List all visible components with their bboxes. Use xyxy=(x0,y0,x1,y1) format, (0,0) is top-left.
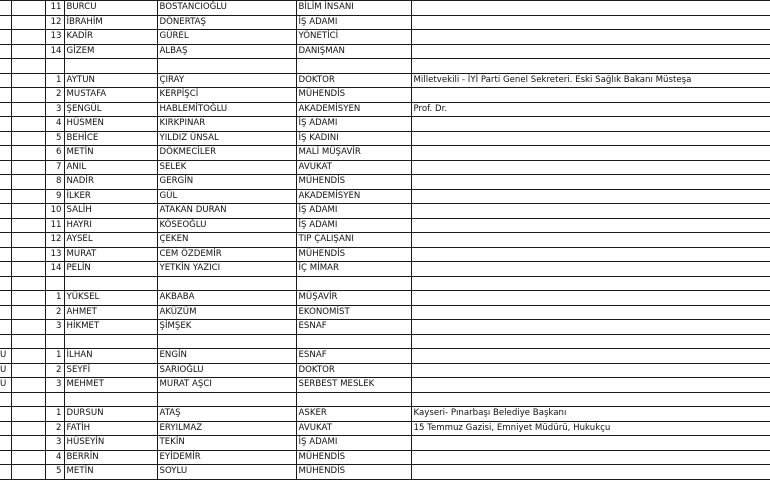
table-row xyxy=(0,378,770,393)
note-cell xyxy=(411,276,770,291)
profession-cell xyxy=(296,334,411,349)
profession-cell: TIP ÇALIŞANI xyxy=(296,233,411,248)
table-row xyxy=(0,102,770,117)
row-number-cell: 2 xyxy=(45,421,64,436)
table-row xyxy=(0,73,770,88)
column-a-cell xyxy=(0,44,11,59)
first-name-cell: ŞENGÜL xyxy=(64,102,157,117)
last-name-cell: GÜL xyxy=(157,189,296,204)
table-row xyxy=(0,44,770,59)
last-name-cell: ENGİN xyxy=(157,349,296,364)
spacer-cell xyxy=(11,421,45,436)
spacer-cell xyxy=(11,102,45,117)
column-a-cell xyxy=(0,305,11,320)
profession-cell: SERBEST MESLEK xyxy=(296,378,411,393)
table-row xyxy=(0,320,770,335)
note-cell xyxy=(411,204,770,219)
spacer-cell xyxy=(11,363,45,378)
column-a-cell xyxy=(0,262,11,277)
table-row xyxy=(0,465,770,480)
last-name-cell xyxy=(157,59,296,74)
spacer-cell xyxy=(11,73,45,88)
first-name-cell: HİKMET xyxy=(64,320,157,335)
last-name-cell: GERGİN xyxy=(157,175,296,190)
table-row xyxy=(0,334,770,349)
column-a-cell xyxy=(0,160,11,175)
first-name-cell: HAYRI xyxy=(64,218,157,233)
profession-cell: ASKER xyxy=(296,407,411,422)
table-row xyxy=(0,30,770,45)
table-row xyxy=(0,436,770,451)
spacer-cell xyxy=(11,392,45,407)
column-a-cell xyxy=(0,1,11,16)
profession-cell: EKONOMİST xyxy=(296,305,411,320)
first-name-cell: NADİR xyxy=(64,175,157,190)
row-number-cell: 12 xyxy=(45,15,64,30)
column-a-cell xyxy=(0,102,11,117)
column-a-cell xyxy=(0,276,11,291)
last-name-cell: SELEK xyxy=(157,160,296,175)
first-name-cell: KADİR xyxy=(64,30,157,45)
first-name-cell: MEHMET xyxy=(64,378,157,393)
last-name-cell: HABLEMİTOĞLU xyxy=(157,102,296,117)
spacer-cell xyxy=(11,436,45,451)
profession-cell: İŞ ADAMI xyxy=(296,15,411,30)
note-cell xyxy=(411,349,770,364)
spacer-cell xyxy=(11,233,45,248)
spacer-cell xyxy=(11,131,45,146)
last-name-cell: ŞİMŞEK xyxy=(157,320,296,335)
spacer-cell xyxy=(11,262,45,277)
profession-cell xyxy=(296,392,411,407)
first-name-cell xyxy=(64,276,157,291)
spacer-cell xyxy=(11,291,45,306)
first-name-cell: BERRİN xyxy=(64,450,157,465)
spacer-cell xyxy=(11,247,45,262)
table-row xyxy=(0,247,770,262)
last-name-cell: ALBAŞ xyxy=(157,44,296,59)
first-name-cell: BURCU xyxy=(64,1,157,16)
profession-cell: DOKTOR xyxy=(296,73,411,88)
row-number-cell: 11 xyxy=(45,218,64,233)
table-row xyxy=(0,291,770,306)
profession-cell: İÇ MİMAR xyxy=(296,262,411,277)
row-number-cell: 13 xyxy=(45,247,64,262)
row-number-cell: 1 xyxy=(45,73,64,88)
row-number-cell: 5 xyxy=(45,131,64,146)
column-a-cell xyxy=(0,189,11,204)
table-row xyxy=(0,175,770,190)
column-a-cell xyxy=(0,392,11,407)
last-name-cell: EYİDEMİR xyxy=(157,450,296,465)
row-number-cell: 10 xyxy=(45,204,64,219)
last-name-cell: DÖNERTAŞ xyxy=(157,15,296,30)
profession-cell: AKADEMİSYEN xyxy=(296,102,411,117)
column-a-cell: U xyxy=(0,378,11,393)
profession-cell: AVUKAT xyxy=(296,421,411,436)
spacer-cell xyxy=(11,44,45,59)
spacer-cell xyxy=(11,146,45,161)
row-number-cell: 3 xyxy=(45,378,64,393)
row-number-cell: 3 xyxy=(45,320,64,335)
row-number-cell: 14 xyxy=(45,44,64,59)
column-a-cell xyxy=(0,247,11,262)
row-number-cell: 14 xyxy=(45,262,64,277)
profession-cell: İŞ ADAMI xyxy=(296,218,411,233)
column-a-cell xyxy=(0,146,11,161)
column-a-cell: U xyxy=(0,349,11,364)
note-cell xyxy=(411,30,770,45)
spacer-cell xyxy=(11,450,45,465)
spacer-cell xyxy=(11,218,45,233)
table-row xyxy=(0,204,770,219)
first-name-cell: ANIL xyxy=(64,160,157,175)
note-cell xyxy=(411,59,770,74)
first-name-cell: BEHİCE xyxy=(64,131,157,146)
spacer-cell xyxy=(11,15,45,30)
table-row xyxy=(0,262,770,277)
row-number-cell: 5 xyxy=(45,465,64,480)
first-name-cell xyxy=(64,392,157,407)
last-name-cell: ERYILMAZ xyxy=(157,421,296,436)
column-a-cell xyxy=(0,407,11,422)
first-name-cell xyxy=(64,59,157,74)
column-a-cell xyxy=(0,450,11,465)
row-number-cell: 7 xyxy=(45,160,64,175)
column-a-cell xyxy=(0,291,11,306)
table-row xyxy=(0,233,770,248)
profession-cell: ESNAF xyxy=(296,320,411,335)
note-cell xyxy=(411,1,770,16)
note-cell xyxy=(411,305,770,320)
first-name-cell: METİN xyxy=(64,465,157,480)
first-name-cell: GİZEM xyxy=(64,44,157,59)
row-number-cell: 4 xyxy=(45,450,64,465)
profession-cell: DOKTOR xyxy=(296,363,411,378)
profession-cell: MALİ MÜŞAVİR xyxy=(296,146,411,161)
table-row xyxy=(0,450,770,465)
first-name-cell: PELİN xyxy=(64,262,157,277)
first-name-cell: AHMET xyxy=(64,305,157,320)
note-cell xyxy=(411,450,770,465)
note-cell xyxy=(411,160,770,175)
profession-cell: MÜHENDİS xyxy=(296,88,411,103)
profession-cell: DANIŞMAN xyxy=(296,44,411,59)
note-cell: Kayseri- Pınarbaşı Belediye Başkanı xyxy=(411,407,770,422)
column-a-cell xyxy=(0,88,11,103)
row-number-cell: 13 xyxy=(45,30,64,45)
spacer-cell xyxy=(11,189,45,204)
table-row xyxy=(0,363,770,378)
note-cell xyxy=(411,465,770,480)
row-number-cell: 1 xyxy=(45,349,64,364)
table-row xyxy=(0,305,770,320)
table-row xyxy=(0,392,770,407)
row-number-cell: 4 xyxy=(45,117,64,132)
last-name-cell: CEM ÖZDEMİR xyxy=(157,247,296,262)
table-row xyxy=(0,15,770,30)
first-name-cell: SALİH xyxy=(64,204,157,219)
note-cell xyxy=(411,378,770,393)
last-name-cell: KÖSEOĞLU xyxy=(157,218,296,233)
first-name-cell xyxy=(64,334,157,349)
profession-cell: AKADEMİSYEN xyxy=(296,189,411,204)
profession-cell: ESNAF xyxy=(296,349,411,364)
last-name-cell: KIRKPINAR xyxy=(157,117,296,132)
profession-cell xyxy=(296,59,411,74)
spacer-cell xyxy=(11,204,45,219)
table-row xyxy=(0,189,770,204)
note-cell xyxy=(411,247,770,262)
column-a-cell xyxy=(0,30,11,45)
first-name-cell: HÜSEYİN xyxy=(64,436,157,451)
table-row xyxy=(0,117,770,132)
row-number-cell xyxy=(45,276,64,291)
note-cell xyxy=(411,334,770,349)
note-cell xyxy=(411,146,770,161)
spacer-cell xyxy=(11,305,45,320)
spacer-cell xyxy=(11,88,45,103)
column-a-cell xyxy=(0,204,11,219)
column-a-cell xyxy=(0,131,11,146)
spacer-cell xyxy=(11,349,45,364)
table-row xyxy=(0,1,770,16)
profession-cell: İŞ ADAMI xyxy=(296,117,411,132)
spacer-cell xyxy=(11,320,45,335)
row-number-cell: 1 xyxy=(45,407,64,422)
first-name-cell: HÜSMEN xyxy=(64,117,157,132)
table-row xyxy=(0,349,770,364)
first-name-cell: AYSEL xyxy=(64,233,157,248)
last-name-cell: MURAT AŞCI xyxy=(157,378,296,393)
row-number-cell: 11 xyxy=(45,1,64,16)
last-name-cell xyxy=(157,392,296,407)
note-cell xyxy=(411,88,770,103)
row-number-cell: 9 xyxy=(45,189,64,204)
last-name-cell: AKBABA xyxy=(157,291,296,306)
profession-cell: YÖNETİCİ xyxy=(296,30,411,45)
note-cell xyxy=(411,320,770,335)
spacer-cell xyxy=(11,465,45,480)
note-cell: 15 Temmuz Gazisi, Emniyet Müdürü, Hukukçu xyxy=(411,421,770,436)
spacer-cell xyxy=(11,378,45,393)
profession-cell: MÜHENDİS xyxy=(296,247,411,262)
note-cell: Prof. Dr. xyxy=(411,102,770,117)
note-cell xyxy=(411,15,770,30)
last-name-cell: ATAŞ xyxy=(157,407,296,422)
column-a-cell xyxy=(0,73,11,88)
spacer-cell xyxy=(11,407,45,422)
note-cell xyxy=(411,233,770,248)
note-cell xyxy=(411,117,770,132)
row-number-cell xyxy=(45,59,64,74)
note-cell: Milletvekili - İYİ Parti Genel Sekreteri. Eski Sağlık Bakanı Müsteşa xyxy=(411,73,770,88)
column-a-cell xyxy=(0,218,11,233)
last-name-cell: YETKİN YAZICI xyxy=(157,262,296,277)
spacer-cell xyxy=(11,30,45,45)
last-name-cell: ÇEKEN xyxy=(157,233,296,248)
column-a-cell xyxy=(0,233,11,248)
spacer-cell xyxy=(11,334,45,349)
note-cell xyxy=(411,262,770,277)
last-name-cell: SARIOĞLU xyxy=(157,363,296,378)
last-name-cell: AKÜZÜM xyxy=(157,305,296,320)
table-row xyxy=(0,59,770,74)
row-number-cell xyxy=(45,334,64,349)
row-number-cell: 6 xyxy=(45,146,64,161)
first-name-cell: METİN xyxy=(64,146,157,161)
row-number-cell: 12 xyxy=(45,233,64,248)
row-number-cell: 8 xyxy=(45,175,64,190)
spacer-cell xyxy=(11,160,45,175)
last-name-cell: KERPİŞCİ xyxy=(157,88,296,103)
profession-cell: İŞ KADINI xyxy=(296,131,411,146)
first-name-cell: İLKER xyxy=(64,189,157,204)
column-a-cell xyxy=(0,465,11,480)
last-name-cell: BOSTANCIOĞLU xyxy=(157,1,296,16)
note-cell xyxy=(411,131,770,146)
last-name-cell: ATAKAN DURAN xyxy=(157,204,296,219)
first-name-cell: İBRAHİM xyxy=(64,15,157,30)
spacer-cell xyxy=(11,276,45,291)
profession-cell xyxy=(296,276,411,291)
table-row xyxy=(0,407,770,422)
note-cell xyxy=(411,44,770,59)
first-name-cell: YÜKSEL xyxy=(64,291,157,306)
last-name-cell xyxy=(157,334,296,349)
note-cell xyxy=(411,363,770,378)
column-a-cell xyxy=(0,117,11,132)
note-cell xyxy=(411,175,770,190)
column-a-cell xyxy=(0,436,11,451)
last-name-cell: YILDIZ ÜNSAL xyxy=(157,131,296,146)
column-a-cell xyxy=(0,175,11,190)
profession-cell: AVUKAT xyxy=(296,160,411,175)
table-row xyxy=(0,88,770,103)
spacer-cell xyxy=(11,117,45,132)
first-name-cell: FATİH xyxy=(64,421,157,436)
table-row xyxy=(0,160,770,175)
last-name-cell: ÇIRAY xyxy=(157,73,296,88)
row-number-cell xyxy=(45,392,64,407)
column-a-cell xyxy=(0,15,11,30)
spacer-cell xyxy=(11,1,45,16)
column-a-cell xyxy=(0,59,11,74)
table-row xyxy=(0,276,770,291)
column-a-cell xyxy=(0,421,11,436)
row-number-cell: 2 xyxy=(45,363,64,378)
table-row xyxy=(0,218,770,233)
table-body xyxy=(0,1,770,480)
profession-cell: MÜHENDİS xyxy=(296,175,411,190)
spacer-cell xyxy=(11,175,45,190)
note-cell xyxy=(411,392,770,407)
first-name-cell: AYTUN xyxy=(64,73,157,88)
row-number-cell: 3 xyxy=(45,436,64,451)
first-name-cell: DURSUN xyxy=(64,407,157,422)
row-number-cell: 3 xyxy=(45,102,64,117)
last-name-cell: GÜREL xyxy=(157,30,296,45)
profession-cell: BİLİM İNSANI xyxy=(296,1,411,16)
table-row xyxy=(0,146,770,161)
profession-cell: İŞ ADAMI xyxy=(296,436,411,451)
column-a-cell: U xyxy=(0,363,11,378)
note-cell xyxy=(411,291,770,306)
spacer-cell xyxy=(11,59,45,74)
first-name-cell: MUSTAFA xyxy=(64,88,157,103)
row-number-cell: 2 xyxy=(45,305,64,320)
note-cell xyxy=(411,189,770,204)
note-cell xyxy=(411,436,770,451)
first-name-cell: İLHAN xyxy=(64,349,157,364)
note-cell xyxy=(411,218,770,233)
row-number-cell: 1 xyxy=(45,291,64,306)
profession-cell: MÜHENDİS xyxy=(296,450,411,465)
profession-cell: MÜHENDİS xyxy=(296,465,411,480)
first-name-cell: SEYFİ xyxy=(64,363,157,378)
table-row xyxy=(0,421,770,436)
last-name-cell: TEKİN xyxy=(157,436,296,451)
last-name-cell xyxy=(157,276,296,291)
table-row xyxy=(0,131,770,146)
row-number-cell: 2 xyxy=(45,88,64,103)
column-a-cell xyxy=(0,320,11,335)
profession-cell: MÜŞAVİR xyxy=(296,291,411,306)
last-name-cell: SOYLU xyxy=(157,465,296,480)
last-name-cell: DÖKMECİLER xyxy=(157,146,296,161)
first-name-cell: MURAT xyxy=(64,247,157,262)
profession-cell: İŞ ADAMI xyxy=(296,204,411,219)
column-a-cell xyxy=(0,334,11,349)
